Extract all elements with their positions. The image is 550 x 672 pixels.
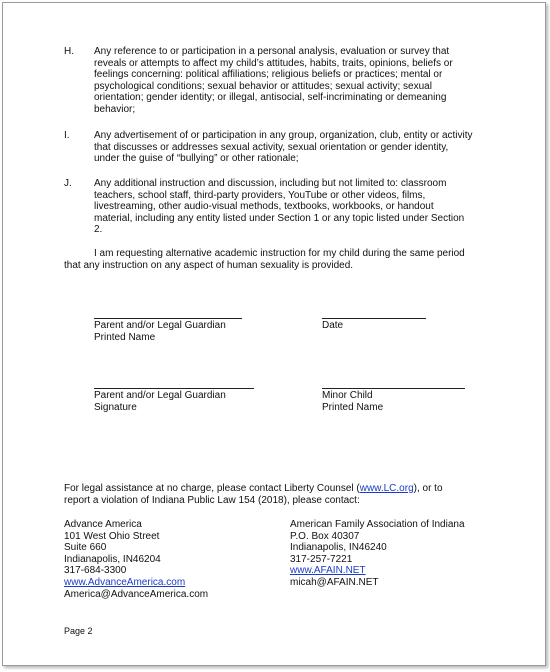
contact-email: micah@AFAIN.NET	[290, 576, 379, 588]
contact-phone: 317-684-3300	[64, 565, 127, 577]
liberty-counsel-link[interactable]: www.LC.org	[359, 483, 414, 494]
contact-afa-indiana	[290, 519, 465, 589]
list-item-i	[64, 130, 499, 165]
contact-address: Suite 660	[64, 542, 107, 554]
document-page	[2, 2, 546, 666]
contact-name: American Family Association of Indiana	[290, 519, 465, 530]
item-letter: H.	[64, 46, 74, 57]
item-letter: J.	[64, 178, 72, 189]
list-item-h	[64, 46, 499, 116]
contact-address: P.O. Box 40307	[290, 530, 360, 542]
afain-website-link[interactable]: www.AFAIN.NET	[290, 565, 366, 577]
contact-city: Indianapolis, IN46240	[290, 542, 387, 554]
advance-america-website-link[interactable]: www.AdvanceAmerica.com	[64, 576, 186, 588]
guardian-printed-label: Parent and/or Legal Guardian Printed Name	[94, 320, 226, 343]
signature-line-guardian-signature[interactable]	[94, 388, 254, 389]
contact-address: 101 West Ohio Street	[64, 530, 160, 542]
item-text: Any additional instruction and discussion, including but not limited to: classroom teachers, school staff, third-party providers, YouTube or other videos, films, livestreaming, other audio-visual methods, textbooks, workbooks, or handout material, including any entity listed under Section 1 or any topic listed under Section 2.	[94, 178, 465, 236]
contact-email: America@AdvanceAmerica.com	[64, 588, 209, 600]
legal-assistance-paragraph: For legal assistance at no charge, please contact Liberty Counsel (www.LC.org), or to report a violation of Indiana Public Law 154 (2018), please contact:	[64, 483, 443, 506]
item-text: Any reference to or participation in a personal analysis, evaluation or survey that reveals or attempts to affect my child’s attitudes, habits, traits, opinions, beliefs or feelings concerning: political affiliations; religious beliefs or practices; mental or psychological conditions; sexual behavior or attitudes; sexual activity; sexual orientation; gender identity; or illegal, antisocial, self-incriminating or demeaning behavior;	[94, 46, 453, 115]
list-item-j	[64, 178, 499, 236]
guardian-signature-label: Parent and/or Legal Guardian Signature	[94, 390, 226, 413]
signature-line-minor[interactable]	[322, 388, 465, 389]
contact-name: Advance America	[64, 519, 142, 530]
item-letter: I.	[64, 130, 70, 141]
page-number: Page 2	[64, 626, 93, 636]
signature-line-date[interactable]	[322, 318, 426, 319]
signature-line-guardian-printed[interactable]	[94, 318, 242, 319]
request-paragraph: I am requesting alternative academic instruction for my child during the same period that any instruction on any aspect of human sexuality is provided.	[64, 248, 465, 271]
item-text: Any advertisement of or participation in any group, organization, club, entity or activity that discusses or addresses sexual activity, sexual orientation or gender identity, under the guise of “bullying” or other rationale;	[94, 130, 473, 165]
minor-label: Minor Child Printed Name	[322, 390, 384, 413]
date-label: Date	[322, 320, 344, 331]
contact-advance-america	[64, 519, 208, 600]
contact-phone: 317-257-7221	[290, 553, 353, 565]
contact-city: Indianapolis, IN46204	[64, 553, 161, 565]
